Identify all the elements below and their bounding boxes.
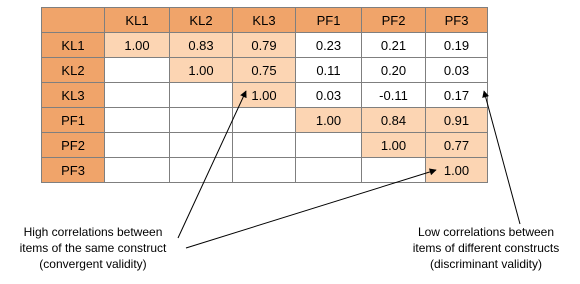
correlation-cell: 0.79 bbox=[233, 33, 296, 58]
column-header-pf3: PF3 bbox=[426, 8, 488, 33]
correlation-cell: 1.00 bbox=[233, 83, 296, 108]
correlation-cell: 0.77 bbox=[426, 133, 488, 158]
arrows bbox=[178, 91, 520, 248]
correlation-cell: 0.03 bbox=[296, 83, 362, 108]
column-header-pf1: PF1 bbox=[296, 8, 362, 33]
correlation-cell: 0.75 bbox=[233, 58, 296, 83]
correlation-cell: 0.21 bbox=[362, 33, 426, 58]
correlation-cell: 1.00 bbox=[362, 133, 426, 158]
convergent-line-2: items of the same construct bbox=[19, 241, 167, 255]
row-header-kl1: KL1 bbox=[42, 33, 105, 58]
column-header-kl2: KL2 bbox=[170, 8, 233, 33]
correlation-cell: 0.03 bbox=[426, 58, 488, 83]
correlation-cell: 0.17 bbox=[426, 83, 488, 108]
correlation-cell: 0.84 bbox=[362, 108, 426, 133]
arrow-to-kl2-kl3 bbox=[178, 91, 246, 238]
correlation-cell: 1.00 bbox=[296, 108, 362, 133]
arrow-to-kl2-pf3 bbox=[484, 91, 520, 224]
correlation-cell: 0.11 bbox=[296, 58, 362, 83]
correlation-cell: 1.00 bbox=[170, 58, 233, 83]
correlation-cell: 0.83 bbox=[170, 33, 233, 58]
correlation-cell: 1.00 bbox=[105, 33, 170, 58]
column-header-kl1: KL1 bbox=[105, 8, 170, 33]
correlation-cell: -0.11 bbox=[362, 83, 426, 108]
row-header-pf3: PF3 bbox=[42, 158, 105, 183]
discriminant-line-1: Low correlations between bbox=[417, 225, 555, 239]
row-header-pf2: PF2 bbox=[42, 133, 105, 158]
row-header-pf1: PF1 bbox=[42, 108, 105, 133]
row-header-kl3: KL3 bbox=[42, 83, 105, 108]
discriminant-line-2: items of different constructs bbox=[412, 241, 560, 255]
row-header-kl2: KL2 bbox=[42, 58, 105, 83]
correlation-cell: 0.23 bbox=[296, 33, 362, 58]
column-header-pf2: PF2 bbox=[362, 8, 426, 33]
correlation-cell: 1.00 bbox=[426, 158, 488, 183]
correlation-cell: 0.20 bbox=[362, 58, 426, 83]
correlation-cell: 0.19 bbox=[426, 33, 488, 58]
convergent-line-1: High correlations between bbox=[23, 225, 163, 239]
correlation-cell: 0.91 bbox=[426, 108, 488, 133]
arrow-to-pf2-pf3 bbox=[186, 170, 436, 248]
discriminant-line-3: (discriminant validity) bbox=[429, 257, 543, 271]
column-header-kl3: KL3 bbox=[233, 8, 296, 33]
convergent-line-3: (convergent validity) bbox=[39, 257, 147, 271]
